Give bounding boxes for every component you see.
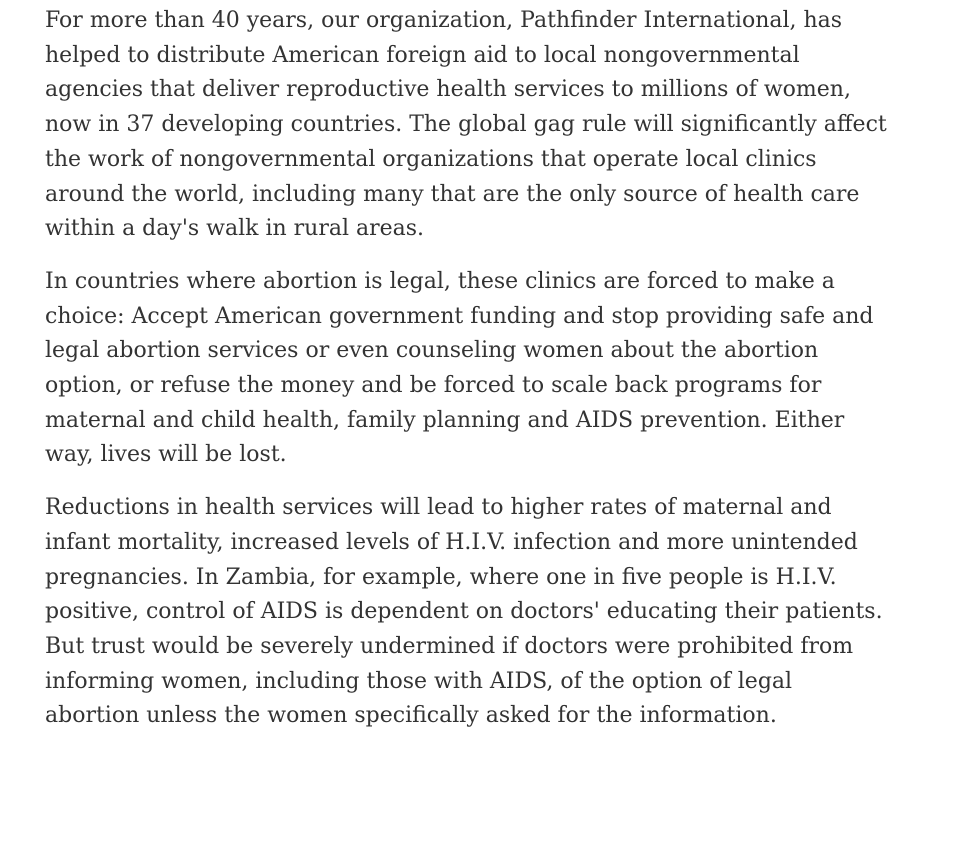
text-line: maternal and child health, family planning and AIDS prevention. Either (45, 407, 845, 433)
text-line: pregnancies. In Zambia, for example, where one in five people is H.I.V. (45, 564, 837, 590)
text-line: now in 37 developing countries. The global gag rule will significantly affect (45, 112, 887, 138)
paragraph-3 (45, 491, 925, 734)
text-line: abortion unless the women specifically asked for the information. (45, 703, 777, 729)
text-line: choice: Accept American government funding and stop providing safe and (45, 303, 874, 329)
paragraph-1 (45, 4, 925, 247)
text-line: way, lives will be lost. (45, 442, 287, 468)
text-line: informing women, including those with AIDS, of the option of legal (45, 668, 793, 694)
text-line: In countries where abortion is legal, these clinics are forced to make a (45, 268, 835, 294)
text-line: positive, control of AIDS is dependent on doctors' educating their patients. (45, 599, 883, 625)
article-body (45, 4, 925, 752)
text-line: But trust would be severely undermined if doctors were prohibited from (45, 633, 854, 659)
text-line: the work of nongovernmental organizations that operate local clinics (45, 146, 817, 172)
text-line: For more than 40 years, our organization, Pathfinder International, has (45, 8, 843, 33)
text-line: infant mortality, increased levels of H.I.V. infection and more unintended (45, 529, 858, 555)
text-line: helped to distribute American foreign aid to local nongovernmental (45, 42, 800, 68)
text-line: agencies that deliver reproductive health services to millions of women, (45, 77, 851, 103)
text-line: option, or refuse the money and be forced to scale back programs for (45, 373, 822, 399)
text-line: legal abortion services or even counseling women about the abortion (45, 338, 819, 364)
text-line: Reductions in health services will lead to higher rates of maternal and (45, 495, 832, 521)
text-line: within a day's walk in rural areas. (45, 216, 425, 242)
paragraph-2 (45, 265, 925, 473)
text-line: around the world, including many that are the only source of health care (45, 181, 860, 207)
